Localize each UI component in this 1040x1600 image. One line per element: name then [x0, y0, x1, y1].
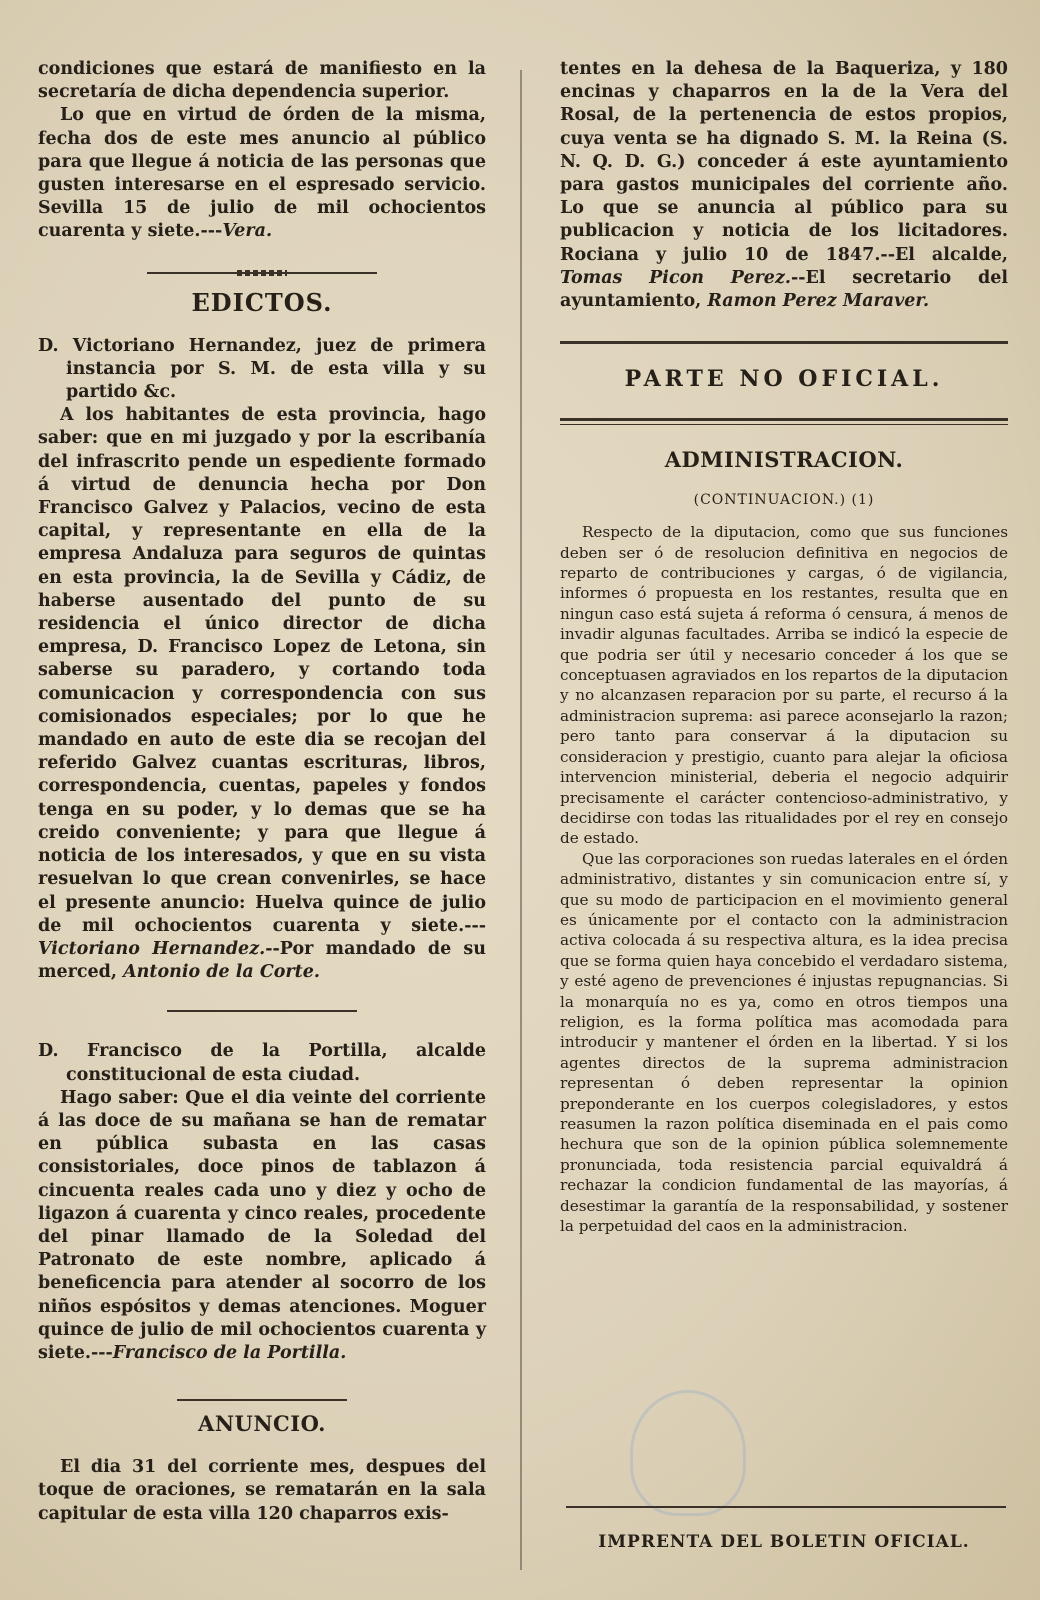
edictos-heading: EDICTOS. [191, 287, 333, 317]
right-column [560, 58, 1008, 1236]
watermark-seal [630, 1390, 746, 1516]
section-rule-2 [177, 1399, 347, 1401]
anuncio-continuation [560, 58, 1008, 313]
notice-text: Lo que en virtud de órden de la misma, fecha dos de este mes anuncio al público para que llegue á noticia de las personas que gusten interesarse en el espresado servicio. Sevilla 15 de julio de mil ochocientos cuarenta y siete.--- [38, 105, 486, 242]
section-rule-right [560, 341, 1008, 344]
edict1-mandate: --Por mandado de su merced, [38, 938, 486, 983]
anuncio-continuation-text: tentes en la dehesa de la Baqueriza, y 180 encinas y chaparros en la de la Vera del Rosal, de la pertenencia de estos propios, cuya venta se ha dignado S. M. la Reina (S. N. Q. D. G.) conceder á este ayuntamiento para gastos municipales del corriente año. Lo que se anuncia al público para su publicacion y noticia de los licitadores. Rociana y julio 10 de 1847.--El alcalde, [560, 59, 1008, 265]
edict2-text: Hago saber: Que el dia veinte del corriente á las doce de su mañana se han de rematar en pública subasta en las casas consistoriales, doce pinos de tablazon á cincuenta reales cada uno y diez y ocho de ligazon á cuarenta y cinco reales, procedente del pinar llamado de la Soledad del Patronato de este nombre, aplicado á beneficencia para atender al socorro de los niños espósitos y demas atenciones. Moguer quince de julio de mil ochocientos cuarenta y siete.--- [38, 1087, 486, 1363]
admin-paragraph-2: Que las corporaciones son ruedas laterales en el órden administrativo, distantes y sin comunicacion entre sí, y que su modo de participacion en el movimiento general es únicamente por el contacto con la administracion activa colocada á su respectiva altura, es la idea precisa que se forma quien haya concebido el verdadaro sistema, y esté ageno de prevenciones é injustas repugnancias. Si la monarquía no es ya, como en otros tiempos una religion, es la forma política mas acomodada para introducir y mantener el órden en la libertad. Y si los agentes directos de la suprema administracion representan ó deben representar la opinion preponderante en los cuerpos colegisladores, y estos reasumen la razon política diseminada en el pais como hechura que son de la opinion pública solemnemente pronunciada, toda resistencia parcial equivaldrá á rechazar la condicion fundamental de las mayorías, á desestimar la garantía de la responsabilidad, y sostener la perpetuidad del caos en la administracion. [560, 849, 1008, 1236]
edict1-text: A los habitantes de esta provincia, hago saber: que en mi juzgado y por la escribanía del infrascrito pende un espediente formado á virtud de denuncia hecha por Don Francisco Galvez y Palacios, vecino de esta capital, y representante en ella de la empresa Andaluza para seguros de quintas en esta provincia, la de Sevilla y Cádiz, de haberse ausentado del punto de su residencia el único director de dicha empresa, D. Francisco Lopez de Letona, sin saberse su paradero, y cortando toda comunicacion y correspondencia con sus comisionados especiales; por lo que he mandado en auto de este dia se recojan del referido Galvez cuantas escrituras, libros, correspondencia, cuentas, papeles y fondos tenga en su poder, y lo demas que se ha creido conveniente; y para que llegue á noticia de los interesados, y que en su vista resuelvan lo que crean convenirles, se hace el presente anuncio: Huelva quince de julio de mil ochocientos cuarenta y siete.--- [38, 405, 486, 936]
edict1-body [38, 404, 486, 984]
section-rule [167, 1010, 357, 1012]
admin-paragraph-1: Respecto de la diputacion, como que sus funciones deben ser ó de resolucion definitiva en negocios de reparto de contribuciones y cargas, ó de vigilancia, informes ó propuesta en los restantes, resulta que en ningun caso está sujeta á reforma ó censura, á menos de invadir algunas facultades. Arriba se indicó la especie de que podria ser útil y necesario conceder á los que se conceptuasen agraviados en los repartos de la diputacion y no alcanzasen reparacion por su parte, el recurso á la administracion suprema: asi parece aconsejarlo la razon; pero tanto para conservar á la diputacion su consideracion y prestigio, cuanto para alejar la oficiosa intervencion ministerial, deberia el negocio adquirir precisamente el carácter contencioso-administrativo, y decidirse con todas las ritualidades por el rey en consejo de estado. [560, 523, 1008, 848]
signature-vera: Vera. [222, 221, 273, 242]
column-divider [520, 70, 522, 1570]
printer-footer: IMPRENTA DEL BOLETIN OFICIAL. [598, 1532, 970, 1552]
edict2-heading: D. Francisco de la Portilla, alcalde constitucional de esta ciudad. [38, 1041, 486, 1085]
signature-maraver: Ramon Perez Maraver. [707, 291, 930, 312]
paragraph-notice [38, 104, 486, 243]
signature-picon: Tomas Picon Perez. [560, 267, 791, 288]
signature-corte: Antonio de la Corte. [123, 962, 320, 983]
ornamental-rule [147, 270, 377, 276]
anuncio-heading: ANUNCIO. [198, 1411, 326, 1437]
anuncio-body: El dia 31 del corriente mes, despues del toque de oraciones, se rematarán en la sala capitular de esta villa 120 chaparros exis- [38, 1457, 486, 1524]
secretary-label: --El secretario del ayuntamiento, [560, 267, 1008, 312]
paragraph-conditions: condiciones que estará de manifiesto en la secretaría de dicha dependencia superior. [38, 59, 486, 103]
parte-no-oficial-heading: PARTE NO OFICIAL. [624, 366, 944, 393]
footer-rule [566, 1506, 1006, 1508]
edict1-heading: D. Victoriano Hernandez, juez de primera instancia por S. M. de esta villa y su partido &c. [38, 335, 486, 403]
signature-hernandez: Victoriano Hernandez. [38, 938, 266, 959]
double-rule [560, 418, 1008, 425]
edict2-body [38, 1087, 486, 1365]
administracion-heading: ADMINISTRACION. [664, 447, 904, 473]
left-column [38, 58, 486, 1526]
continuacion-subtitle: (CONTINUACION.) (1) [693, 492, 875, 509]
signature-portilla: Francisco de la Portilla. [112, 1342, 347, 1363]
